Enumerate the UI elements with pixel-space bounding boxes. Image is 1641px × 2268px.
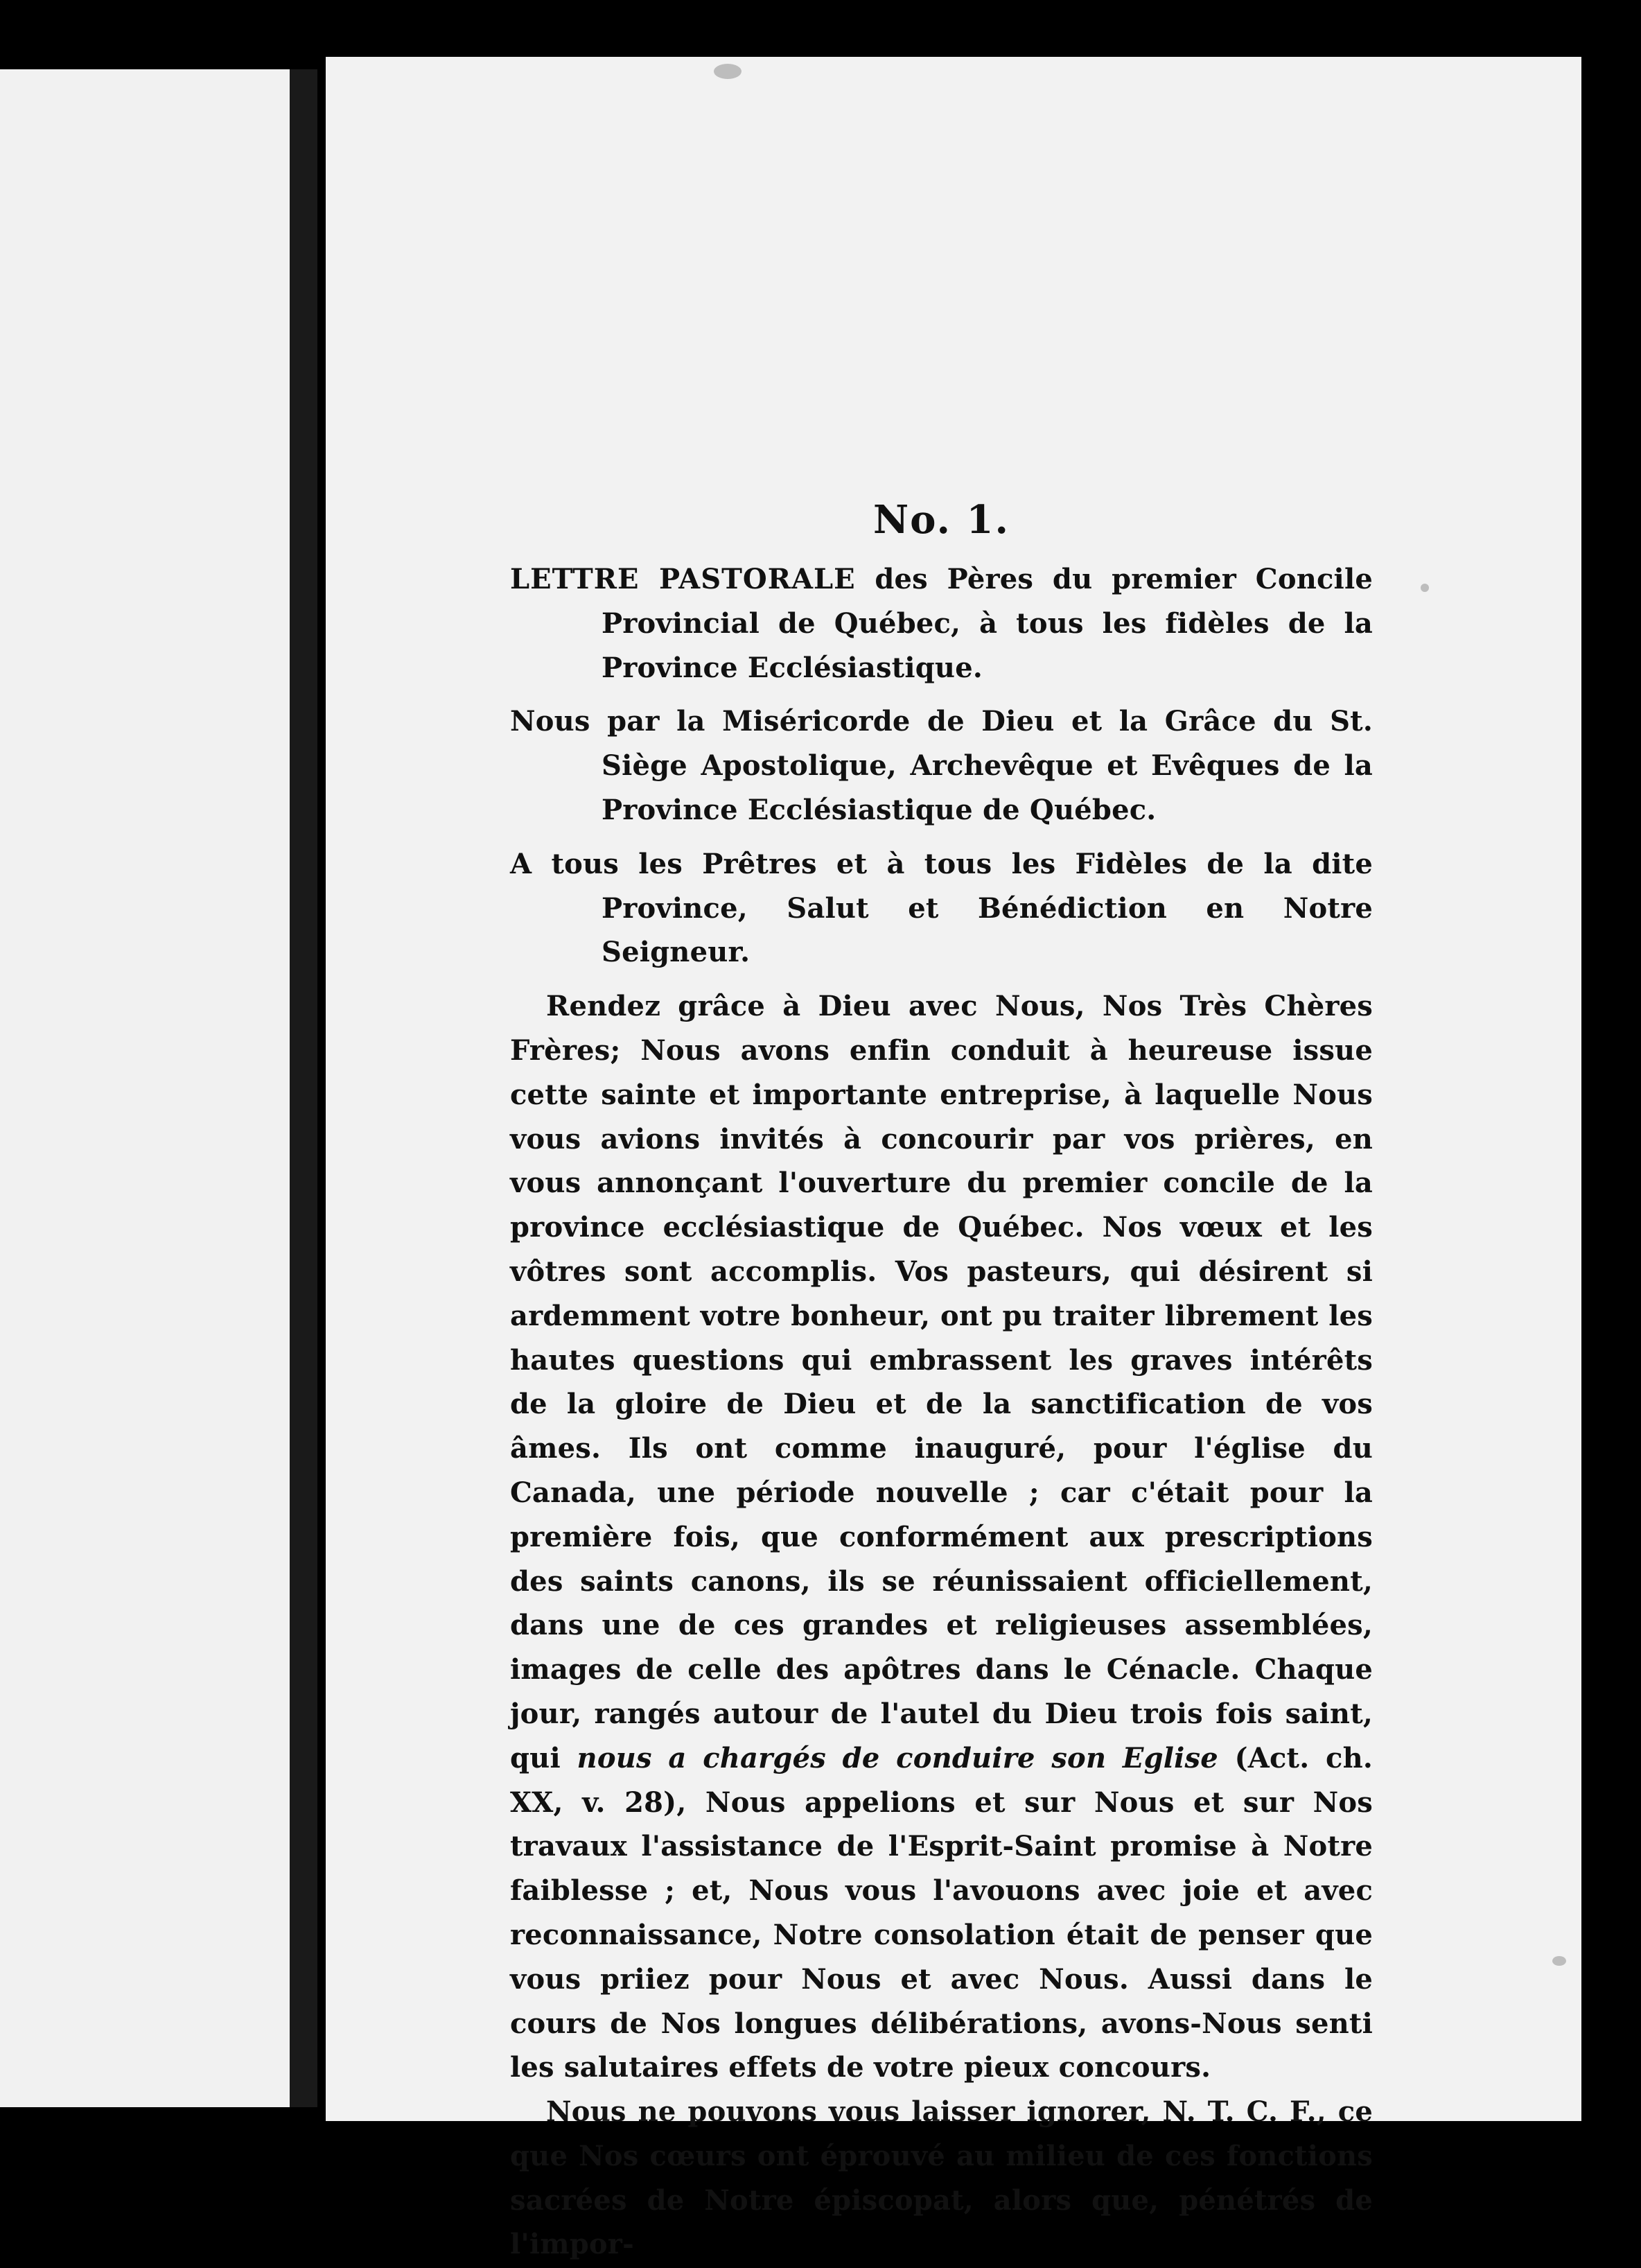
paragraph-1-text: Rendez grâce à Dieu avec Nous, Nos Très Chères Frères; Nous avons enfin conduit à heureuse issue cette sainte et importante entreprise, à laquelle Nous vous avions invités à concourir par vos prières, en vous annonçant l'ouverture du premier concile de la province ecclésiastique de Québec. Nos vœux et les vôtres sont accomplis. Vos pasteurs, qui désirent si ardemment votre bonheur, ont pu traiter librement les hautes questions qui embrassent les graves intérêts de la gloire de Dieu et de la sanctification de vos âmes. Ils ont comme inauguré, pour l'église du Canada, une période nouvelle ; car c'était pour la première fois, que conformément aux prescriptions des saints canons, ils se réunissaient officiellement, dans une de ces grandes et religieuses assemblées, images de celle des apôtres dans le Cénacle. Chaque jour, rangés autour de l'autel du Dieu trois fois saint, qui	[510, 990, 1373, 1774]
letter-title	[510, 557, 1373, 690]
scripture-quote: nous a chargés de conduire son Eglise	[577, 1741, 1218, 1774]
paper-speck	[714, 64, 741, 79]
letter-text	[510, 485, 1373, 2267]
document-number: No. 1.	[872, 497, 1010, 543]
letter-title-rest: des Pères du premier Concile Provincial de Québec, à tous les fidèles de la Province Ecclésiastique.	[602, 563, 1374, 684]
paragraph-1-text-end: (Act. ch. XX, v. 28), Nous appelions et sur Nous et sur Nos travaux l'assistance de l'Esprit-Saint promise à Notre faiblesse ; et, Nous vous l'avouons avec joie et avec reconnaissance, Notre consolation était de penser que vous priiez pour Nous et avec Nous. Aussi dans le cours de Nos longues délibérations, avons-Nous senti les salutaires effets de votre pieux concours.	[510, 1741, 1373, 2084]
paper-speck	[1421, 584, 1429, 592]
paragraph-1	[510, 984, 1373, 2090]
paragraph-2: Nous ne pouvons vous laisser ignorer, N. T. C. F., ce que Nos cœurs ont éprouvé au milieu de ces fonctions sacrées de Notre épiscopat, alors que, pénétrés de l'impor-	[510, 2095, 1373, 2261]
salutation: Nous par la Miséricorde de Dieu et la Grâce du St. Siège Apostolique, Archevêque et Evêques de la Province Ecclésiastique de Québec.	[510, 705, 1373, 826]
address: A tous les Prêtres et à tous les Fidèles de la dite Province, Salut et Bénédiction en Notre Seigneur.	[510, 847, 1373, 969]
facing-page	[0, 69, 290, 2107]
letter-title-caps: LETTRE PASTORALE	[510, 563, 856, 595]
paper-speck	[1552, 1956, 1566, 1966]
book-gutter	[290, 69, 317, 2107]
